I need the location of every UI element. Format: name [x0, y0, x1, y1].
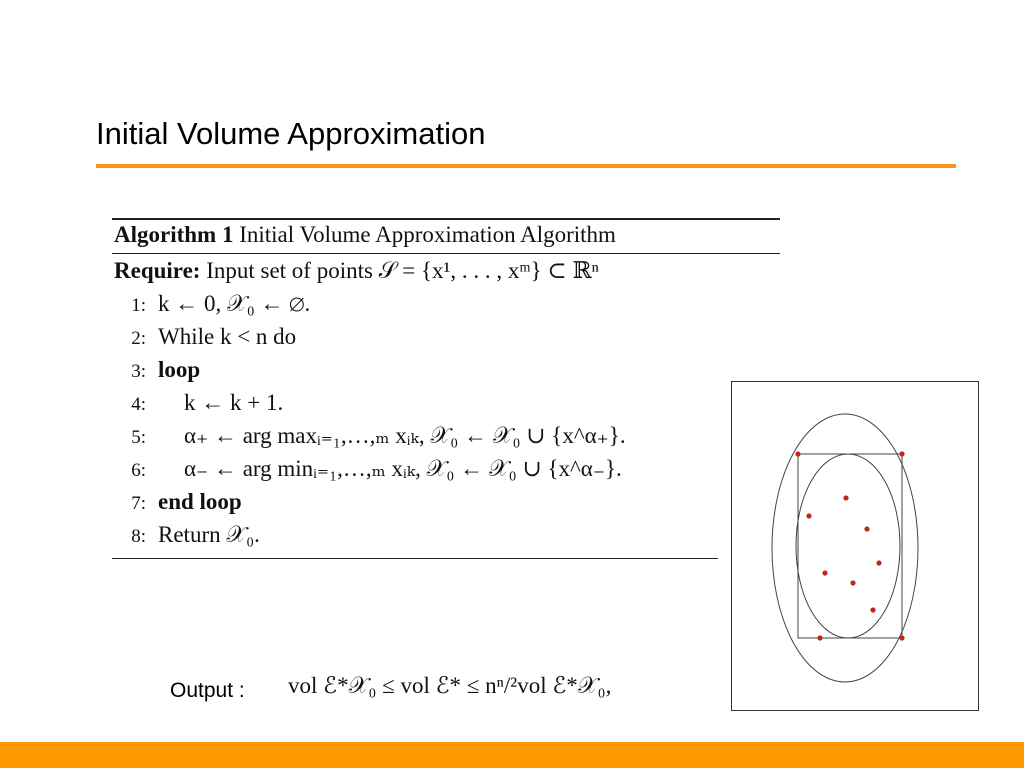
line-number: 3: [131, 361, 146, 382]
title-underline [96, 164, 956, 168]
algorithm-line-8 [112, 522, 260, 548]
algorithm-line-1 [112, 291, 310, 317]
bounding-box [798, 454, 902, 638]
line-text: k ← k + 1. [184, 390, 284, 415]
line-text: α₊ ← arg maxᵢ₌₁,…,ₘ xᵢₖ, 𝒳₀ ← 𝒳₀ ∪ {x^α₊}. [184, 423, 626, 448]
algorithm-header [114, 222, 616, 248]
algorithm-bottom-rule [112, 558, 718, 559]
bottom-accent-bar [0, 742, 1024, 768]
line-text: k ← 0, 𝒳₀ ← ∅. [158, 291, 311, 316]
data-point [899, 451, 904, 456]
output-label: Output : [170, 679, 245, 702]
line-number: 8: [131, 526, 146, 547]
algorithm-line-2 [112, 324, 296, 350]
line-text: loop [158, 357, 201, 382]
data-point [817, 635, 822, 640]
line-number: 1: [131, 295, 146, 316]
data-point [870, 607, 875, 612]
line-number: 4: [131, 394, 146, 415]
data-point [843, 495, 848, 500]
line-number: 7: [131, 493, 146, 514]
require-label: Require: [114, 258, 201, 283]
line-number: 6: [131, 460, 146, 481]
algorithm-header-rule [112, 253, 780, 254]
algorithm-top-rule [112, 218, 780, 220]
ellipsoid-figure [731, 381, 979, 711]
algorithm-number: Algorithm 1 [114, 222, 234, 247]
data-point [795, 451, 800, 456]
line-text: α₋ ← arg minᵢ₌₁,…,ₘ xᵢₖ, 𝒳₀ ← 𝒳₀ ∪ {x^α₋}. [184, 456, 622, 481]
algorithm-line-6 [131, 456, 622, 482]
algorithm-line-7 [112, 489, 242, 515]
data-point [806, 513, 811, 518]
slide-title: Initial Volume Approximation [96, 116, 486, 151]
line-text: Return 𝒳₀. [158, 522, 260, 547]
output-formula: vol ℰ*𝒳₀ ≤ vol ℰ* ≤ nⁿ/²vol ℰ*𝒳₀, [288, 673, 612, 698]
inner-ellipse [796, 454, 900, 638]
ellipsoid-diagram [732, 382, 980, 712]
require-text: Input set of points 𝒮 = {x¹, . . . , xᵐ} ⊂ ℝⁿ [206, 258, 599, 283]
algorithm-line-3 [112, 357, 200, 383]
line-text: While k < n do [158, 324, 297, 349]
data-point [864, 526, 869, 531]
algorithm-line-5 [131, 423, 626, 449]
data-point [876, 560, 881, 565]
data-point [899, 635, 904, 640]
line-number: 5: [131, 427, 146, 448]
data-point [850, 580, 855, 585]
algorithm-require [114, 258, 599, 284]
data-point [822, 570, 827, 575]
line-text: end loop [158, 489, 242, 514]
line-number: 2: [131, 328, 146, 349]
algorithm-title: Initial Volume Approximation Algorithm [239, 222, 616, 247]
algorithm-line-4 [131, 390, 284, 416]
